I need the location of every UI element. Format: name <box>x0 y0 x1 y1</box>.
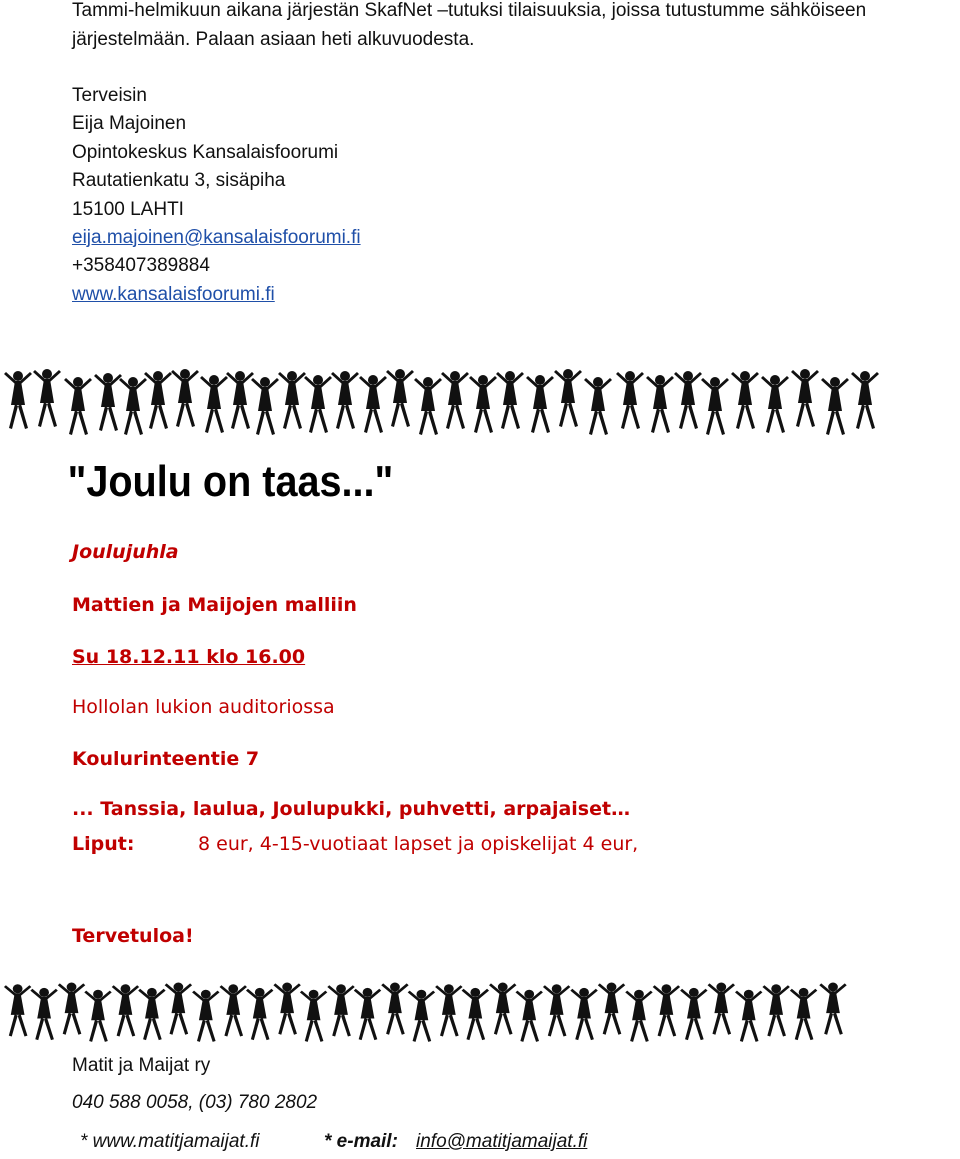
footer-email-link[interactable]: info@matitjamaijat.fi <box>416 1131 588 1152</box>
intro-line-1: Tammi-helmikuun aikana järjestän SkafNet –tutuksi tilaisuuksia, joissa tutustumme sähköiseen <box>72 0 867 21</box>
event-program: ... Tanssia, laulua, Joulupukki, puhvetti, arpajaiset… <box>72 798 631 820</box>
sender-name: Eija Majoinen <box>72 113 187 134</box>
sender-city: 15100 LAHTI <box>72 199 184 220</box>
greeting: Terveisin <box>72 85 147 106</box>
event-datetime: Su 18.12.11 klo 16.00 <box>72 646 306 668</box>
footer-email-label: * e-mail: <box>324 1131 398 1152</box>
footer-org: Matit ja Maijat ry <box>72 1055 211 1076</box>
welcome-text: Tervetuloa! <box>72 925 194 947</box>
footer-web[interactable]: * www.matitjamaijat.fi <box>80 1131 260 1152</box>
tickets-value: 8 eur, 4-15-vuotiaat lapset ja opiskelijat 4 eur, <box>198 833 639 855</box>
sender-phone: +358407389884 <box>72 255 210 276</box>
event-address: Koulurinteentie 7 <box>72 748 260 770</box>
joulu-headline-text: "Joulu on taas..." <box>67 456 394 506</box>
joulu-headline <box>64 448 394 520</box>
tickets-label: Liput: <box>72 833 135 855</box>
intro-line-2: järjestelmään. Palaan asiaan heti alkuvuodesta. <box>72 29 475 50</box>
footer-phones: 040 588 0058, (03) 780 2802 <box>72 1092 318 1113</box>
dancers-banner-bottom <box>0 978 900 1048</box>
event-subtitle: Mattien ja Maijojen malliin <box>72 594 357 616</box>
sender-org: Opintokeskus Kansalaisfoorumi <box>72 142 339 163</box>
sender-website-link[interactable]: www.kansalaisfoorumi.fi <box>72 284 275 305</box>
event-type: Joulujuhla <box>72 541 179 563</box>
event-venue: Hollolan lukion auditoriossa <box>72 696 335 718</box>
sender-email-link[interactable]: eija.majoinen@kansalaisfoorumi.fi <box>72 227 361 248</box>
dancers-banner-top <box>0 362 900 442</box>
sender-street: Rautatienkatu 3, sisäpiha <box>72 170 286 191</box>
